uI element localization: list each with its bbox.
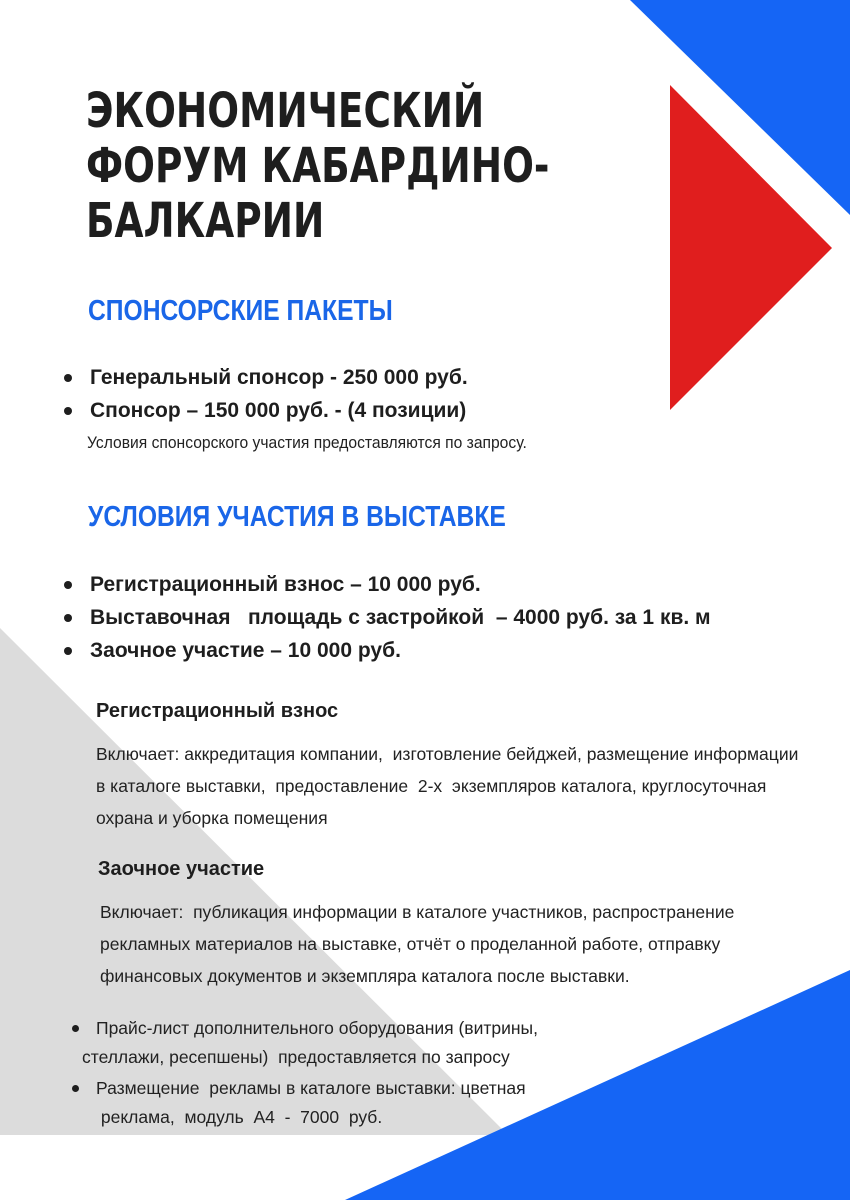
list-item [72,1074,538,1132]
text-line: в каталоге выставки, предоставление 2-х экземпляров каталога, круглосуточная [96,776,767,796]
bullet-icon [64,614,72,622]
text-line: Прайс-лист дополнительного оборудования (витрины, [96,1018,538,1038]
bullet-icon [64,407,72,415]
list-item [72,1014,538,1072]
title-line-2: ФОРУМ КАБАРДИНО- [86,138,550,194]
list-item [64,568,711,601]
exhibition-item-registration: Регистрационный взнос – 10 000 руб. [90,573,481,596]
list-item [64,394,468,427]
sponsor-note: Условия спонсорского участия предоставляются по запросу. [87,433,527,452]
list-item [64,601,711,634]
sponsor-list [64,361,468,427]
bullet-icon [72,1025,79,1032]
bullet-icon [64,581,72,589]
extras-list [72,1014,538,1132]
text-line: Включает: публикация информации в каталоге участников, распространение [100,902,735,922]
remote-participation-heading: Заочное участие [98,858,265,880]
text-line: рекламных материалов на выставке, отчёт о проделанной работе, отправку [100,934,721,954]
exhibition-item-area: Выставочная площадь с застройкой – 4000 руб. за 1 кв. м [90,606,711,629]
text-line: Включает: аккредитация компании, изготовление бейджей, размещение информации [96,744,799,764]
sponsor-item-regular: Спонсор – 150 000 руб. - (4 позиции) [90,399,467,422]
registration-fee-text [96,738,798,834]
title-line-3: БАЛКАРИИ [86,193,325,249]
bullet-icon [64,647,72,655]
list-item [64,361,468,394]
text-line: Размещение рекламы в каталоге выставки: цветная [96,1078,526,1098]
text-line: финансовых документов и экземпляра каталога после выставки. [100,966,630,986]
exhibition-item-remote: Заочное участие – 10 000 руб. [90,639,401,662]
exhibition-heading: УСЛОВИЯ УЧАСТИЯ В ВЫСТАВКЕ [88,501,506,533]
bullet-icon [64,374,72,382]
text-line: охрана и уборка помещения [96,808,328,828]
text-line: стеллажи, ресепшены) предоставляется по запросу [82,1047,510,1067]
remote-participation-text [100,896,734,992]
text-line: реклама, модуль А4 - 7000 руб. [96,1107,383,1127]
title-line-1: ЭКОНОМИЧЕСКИЙ [86,83,485,139]
list-item [64,634,711,667]
exhibition-list [64,568,711,667]
page-title [86,83,550,249]
sponsor-heading: СПОНСОРСКИЕ ПАКЕТЫ [88,295,393,327]
registration-fee-heading: Регистрационный взнос [96,700,339,722]
sponsor-item-general: Генеральный спонсор - 250 000 руб. [90,366,468,389]
bullet-icon [72,1085,79,1092]
